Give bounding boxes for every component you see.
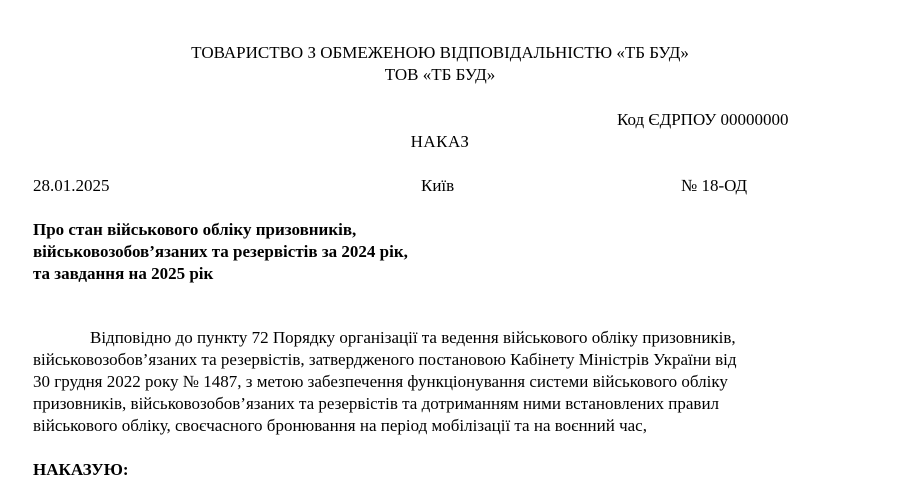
- organization-short-name: ТОВ «ТБ БУД»: [384, 65, 496, 84]
- body-line: військовозобов’язаних та резервістів, затвердженого постановою Кабінету Міністрів України від: [33, 350, 737, 369]
- body-line: 30 грудня 2022 року № 1487, з метою забезпечення функціонування системи військового обліку: [33, 372, 728, 391]
- organization-full-name: ТОВАРИСТВО З ОБМЕЖЕНОЮ ВІДПОВІДАЛЬНІСТЮ «ТБ БУД»: [191, 43, 689, 62]
- subject-line: Про стан військового обліку призовників,: [33, 220, 357, 239]
- body-line: військового обліку, своєчасного бронювання на період мобілізації та на воєнний час,: [33, 416, 647, 435]
- body-line: Відповідно до пункту 72 Порядку організації та ведення військового обліку призовників,: [90, 328, 736, 347]
- edrpou-code: Код ЄДРПОУ 00000000: [617, 110, 789, 129]
- body-paragraph: [33, 327, 737, 437]
- subject-line: військовозобов’язаних та резервістів за 2024 рік,: [33, 242, 408, 261]
- document-number: № 18-ОД: [681, 176, 748, 195]
- body-line: призовників, військовозобов’язаних та резервістів та дотриманням ними встановлених правил: [33, 394, 720, 413]
- order-heading: НАКАЗУЮ:: [33, 460, 129, 479]
- subject-line: та завдання на 2025 рік: [33, 264, 214, 283]
- document-date: 28.01.2025: [33, 176, 110, 195]
- document-type-title: НАКАЗ: [410, 132, 470, 151]
- document-city: Київ: [421, 176, 455, 195]
- document-subject: [33, 219, 408, 285]
